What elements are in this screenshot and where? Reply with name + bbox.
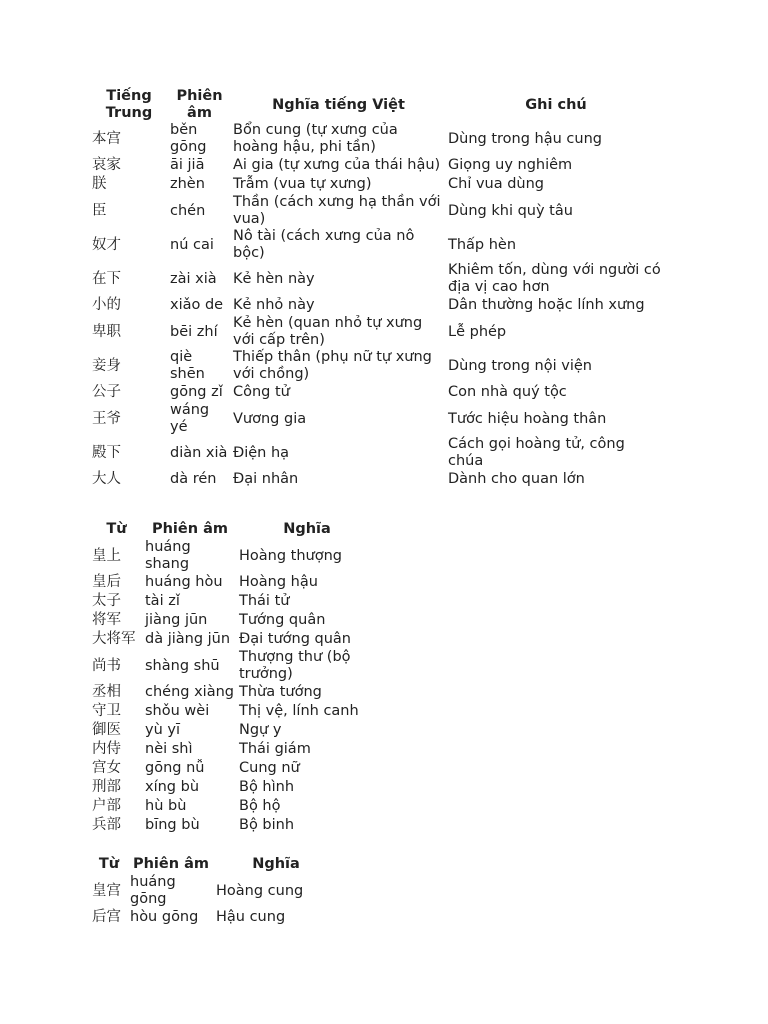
cell-meaning: Ai gia (tự xưng của thái hậu) (233, 157, 441, 173)
cell-meaning: Tướng quân (239, 612, 326, 628)
cell-meaning: Bộ hình (239, 779, 295, 795)
cell-zh: 御医 (92, 722, 121, 738)
cell-zh: 将军 (92, 612, 121, 628)
cell-meaning: Bộ binh (239, 817, 295, 833)
table-row (90, 759, 377, 778)
cell-zh: 后宫 (92, 909, 121, 925)
table-row (90, 611, 377, 630)
cell-meaning: Hoàng cung (216, 882, 304, 899)
cell-zh: 哀家 (92, 157, 121, 173)
table-row (90, 402, 666, 436)
cell-meaning: Bộ hộ (239, 798, 281, 814)
table-row (90, 908, 338, 927)
cell-zh: 太子 (92, 593, 121, 609)
cell-meaning: Cung nữ (239, 760, 300, 776)
cell-pinyin: běn gōng (170, 122, 207, 155)
cell-note: Dùng trong hậu cung (448, 130, 602, 147)
table-row (90, 592, 377, 611)
cell-note: Tước hiệu hoàng thân (448, 410, 607, 427)
cell-zh: 宫女 (92, 760, 121, 776)
cell-zh: 朕 (92, 176, 107, 192)
cell-pinyin: chén (170, 202, 206, 219)
cell-zh: 守卫 (92, 703, 121, 719)
cell-meaning: Bổn cung (tự xưng của hoàng hậu, phi tần) (233, 122, 398, 155)
cell-meaning: Thiếp thân (phụ nữ tự xưng với chồng) (233, 349, 432, 382)
cell-pinyin: yù yī (145, 722, 180, 738)
table-row (90, 721, 377, 740)
cell-zh: 大将军 (92, 631, 136, 647)
table-row (90, 649, 377, 683)
cell-zh: 奴才 (92, 236, 121, 253)
cell-meaning: Thị vệ, lính canh (239, 703, 359, 719)
cell-note: Cách gọi hoàng tử, công chúa (448, 436, 625, 469)
cell-meaning: Hoàng thượng (239, 547, 342, 564)
cell-pinyin: xíng bù (145, 779, 200, 795)
header-note: Ghi chú (525, 96, 587, 113)
cell-pinyin: nèi shì (145, 741, 193, 757)
table-row (90, 315, 666, 349)
cell-pinyin: dà rén (170, 471, 217, 487)
cell-pinyin: xiǎo de (170, 297, 224, 313)
table-row (90, 175, 666, 194)
cell-zh: 妾身 (92, 357, 121, 374)
cell-zh: 王爷 (92, 410, 121, 427)
cell-zh: 尚书 (92, 657, 121, 674)
cell-note: Giọng uy nghiêm (448, 157, 573, 173)
cell-pinyin: diàn xià (170, 444, 228, 461)
cell-zh: 本宫 (92, 130, 121, 147)
cell-zh: 卑职 (92, 323, 121, 340)
cell-note: Lễ phép (448, 323, 507, 340)
table-row (90, 816, 377, 835)
table-row (90, 470, 666, 489)
table-row (90, 797, 377, 816)
cell-pinyin: wáng yé (170, 402, 210, 435)
cell-pinyin: dà jiàng jūn (145, 631, 231, 647)
cell-note: Chỉ vua dùng (448, 176, 545, 192)
cell-pinyin: zhèn (170, 176, 205, 192)
cell-note: Dùng khi quỳ tâu (448, 202, 573, 219)
places-table-body (90, 874, 338, 927)
cell-pinyin: huáng gōng (130, 874, 176, 907)
header-chinese: Tiếng Trung (105, 88, 153, 121)
officials-table (90, 520, 377, 835)
cell-meaning: Thần (cách xưng hạ thần với vua) (233, 194, 441, 227)
cell-zh: 丞相 (92, 684, 121, 700)
table-row (90, 383, 666, 402)
cell-zh: 兵部 (92, 817, 121, 833)
cell-zh: 内侍 (92, 741, 121, 757)
cell-zh: 殿下 (92, 444, 121, 461)
cell-meaning: Điện hạ (233, 444, 290, 461)
cell-meaning: Nô tài (cách xưng của nô bộc) (233, 228, 415, 261)
cell-meaning: Đại tướng quân (239, 631, 351, 647)
cell-meaning: Kẻ hèn này (233, 270, 315, 287)
officials-table-body (90, 539, 377, 835)
cell-note: Thấp hèn (448, 236, 517, 253)
cell-note: Dùng trong nội viện (448, 357, 592, 374)
table-row (90, 874, 338, 908)
cell-meaning: Hoàng hậu (239, 574, 318, 590)
cell-meaning: Kẻ hèn (quan nhỏ tự xưng với cấp trên) (233, 315, 423, 348)
header-pinyin: Phiên âm (151, 521, 229, 537)
cell-zh: 皇后 (92, 574, 121, 590)
cell-zh: 在下 (92, 270, 121, 287)
cell-pinyin: chéng xiàng (145, 684, 234, 700)
cell-pinyin: bēi zhí (170, 323, 218, 340)
cell-meaning: Thừa tướng (239, 684, 322, 700)
cell-zh: 户部 (92, 798, 121, 814)
cell-meaning: Trẫm (vua tự xưng) (233, 176, 372, 192)
cell-pinyin: āi jiā (170, 157, 205, 173)
cell-meaning: Vương gia (233, 410, 307, 427)
cell-meaning: Thái giám (239, 741, 311, 757)
table-row (90, 778, 377, 797)
table-row (90, 702, 377, 721)
cell-pinyin: gōng nǚ (145, 760, 205, 776)
cell-zh: 臣 (92, 202, 107, 219)
titles-table (90, 88, 666, 489)
cell-meaning: Thượng thư (bộ trưởng) (239, 649, 351, 682)
table-row (90, 740, 377, 759)
cell-pinyin: tài zǐ (145, 593, 180, 609)
cell-pinyin: hù bù (145, 798, 187, 814)
places-table (90, 855, 338, 927)
table-row (90, 573, 377, 592)
cell-pinyin: jiàng jūn (145, 612, 208, 628)
cell-zh: 皇宫 (92, 882, 121, 899)
cell-pinyin: shàng shū (145, 657, 220, 674)
cell-pinyin: shǒu wèi (145, 703, 210, 719)
cell-pinyin: huáng hòu (145, 574, 223, 590)
table-row (90, 436, 666, 470)
table-row (90, 683, 377, 702)
table-row (90, 122, 666, 156)
cell-note: Dân thường hoặc lính xưng (448, 297, 645, 313)
cell-zh: 小的 (92, 297, 121, 313)
cell-meaning: Hậu cung (216, 909, 286, 925)
table-row (90, 630, 377, 649)
header-word: Từ (98, 856, 120, 872)
header-pinyin: Phiên âm (176, 88, 223, 121)
header-meaning: Nghĩa (252, 856, 300, 872)
cell-zh: 刑部 (92, 779, 121, 795)
cell-pinyin: hòu gōng (130, 909, 199, 925)
cell-zh: 公子 (92, 384, 121, 400)
cell-meaning: Đại nhân (233, 471, 299, 487)
cell-note: Con nhà quý tộc (448, 384, 567, 400)
cell-note: Khiêm tốn, dùng với người có địa vị cao hơn (448, 262, 661, 295)
cell-note: Dành cho quan lớn (448, 471, 585, 487)
table-row (90, 194, 666, 228)
table-row (90, 262, 666, 296)
cell-pinyin: gōng zǐ (170, 384, 223, 400)
titles-table-body (90, 122, 666, 489)
cell-pinyin: nú cai (170, 236, 214, 253)
cell-pinyin: bīng bù (145, 817, 200, 833)
table-row (90, 156, 666, 175)
cell-zh: 大人 (92, 471, 121, 487)
table-row (90, 539, 377, 573)
cell-pinyin: zài xià (170, 270, 217, 287)
cell-meaning: Công tử (233, 384, 290, 400)
cell-zh: 皇上 (92, 547, 121, 564)
table-row (90, 349, 666, 383)
cell-meaning: Kẻ nhỏ này (233, 297, 315, 313)
cell-meaning: Thái tử (239, 593, 290, 609)
header-meaning: Nghĩa tiếng Việt (272, 96, 405, 113)
cell-pinyin: qiè shēn (170, 349, 205, 382)
cell-pinyin: huáng shang (145, 539, 191, 572)
cell-meaning: Ngự y (239, 722, 282, 738)
table-row (90, 228, 666, 262)
header-pinyin: Phiên âm (132, 856, 210, 872)
header-meaning: Nghĩa (283, 521, 331, 537)
header-word: Từ (106, 521, 127, 537)
table-row (90, 296, 666, 315)
